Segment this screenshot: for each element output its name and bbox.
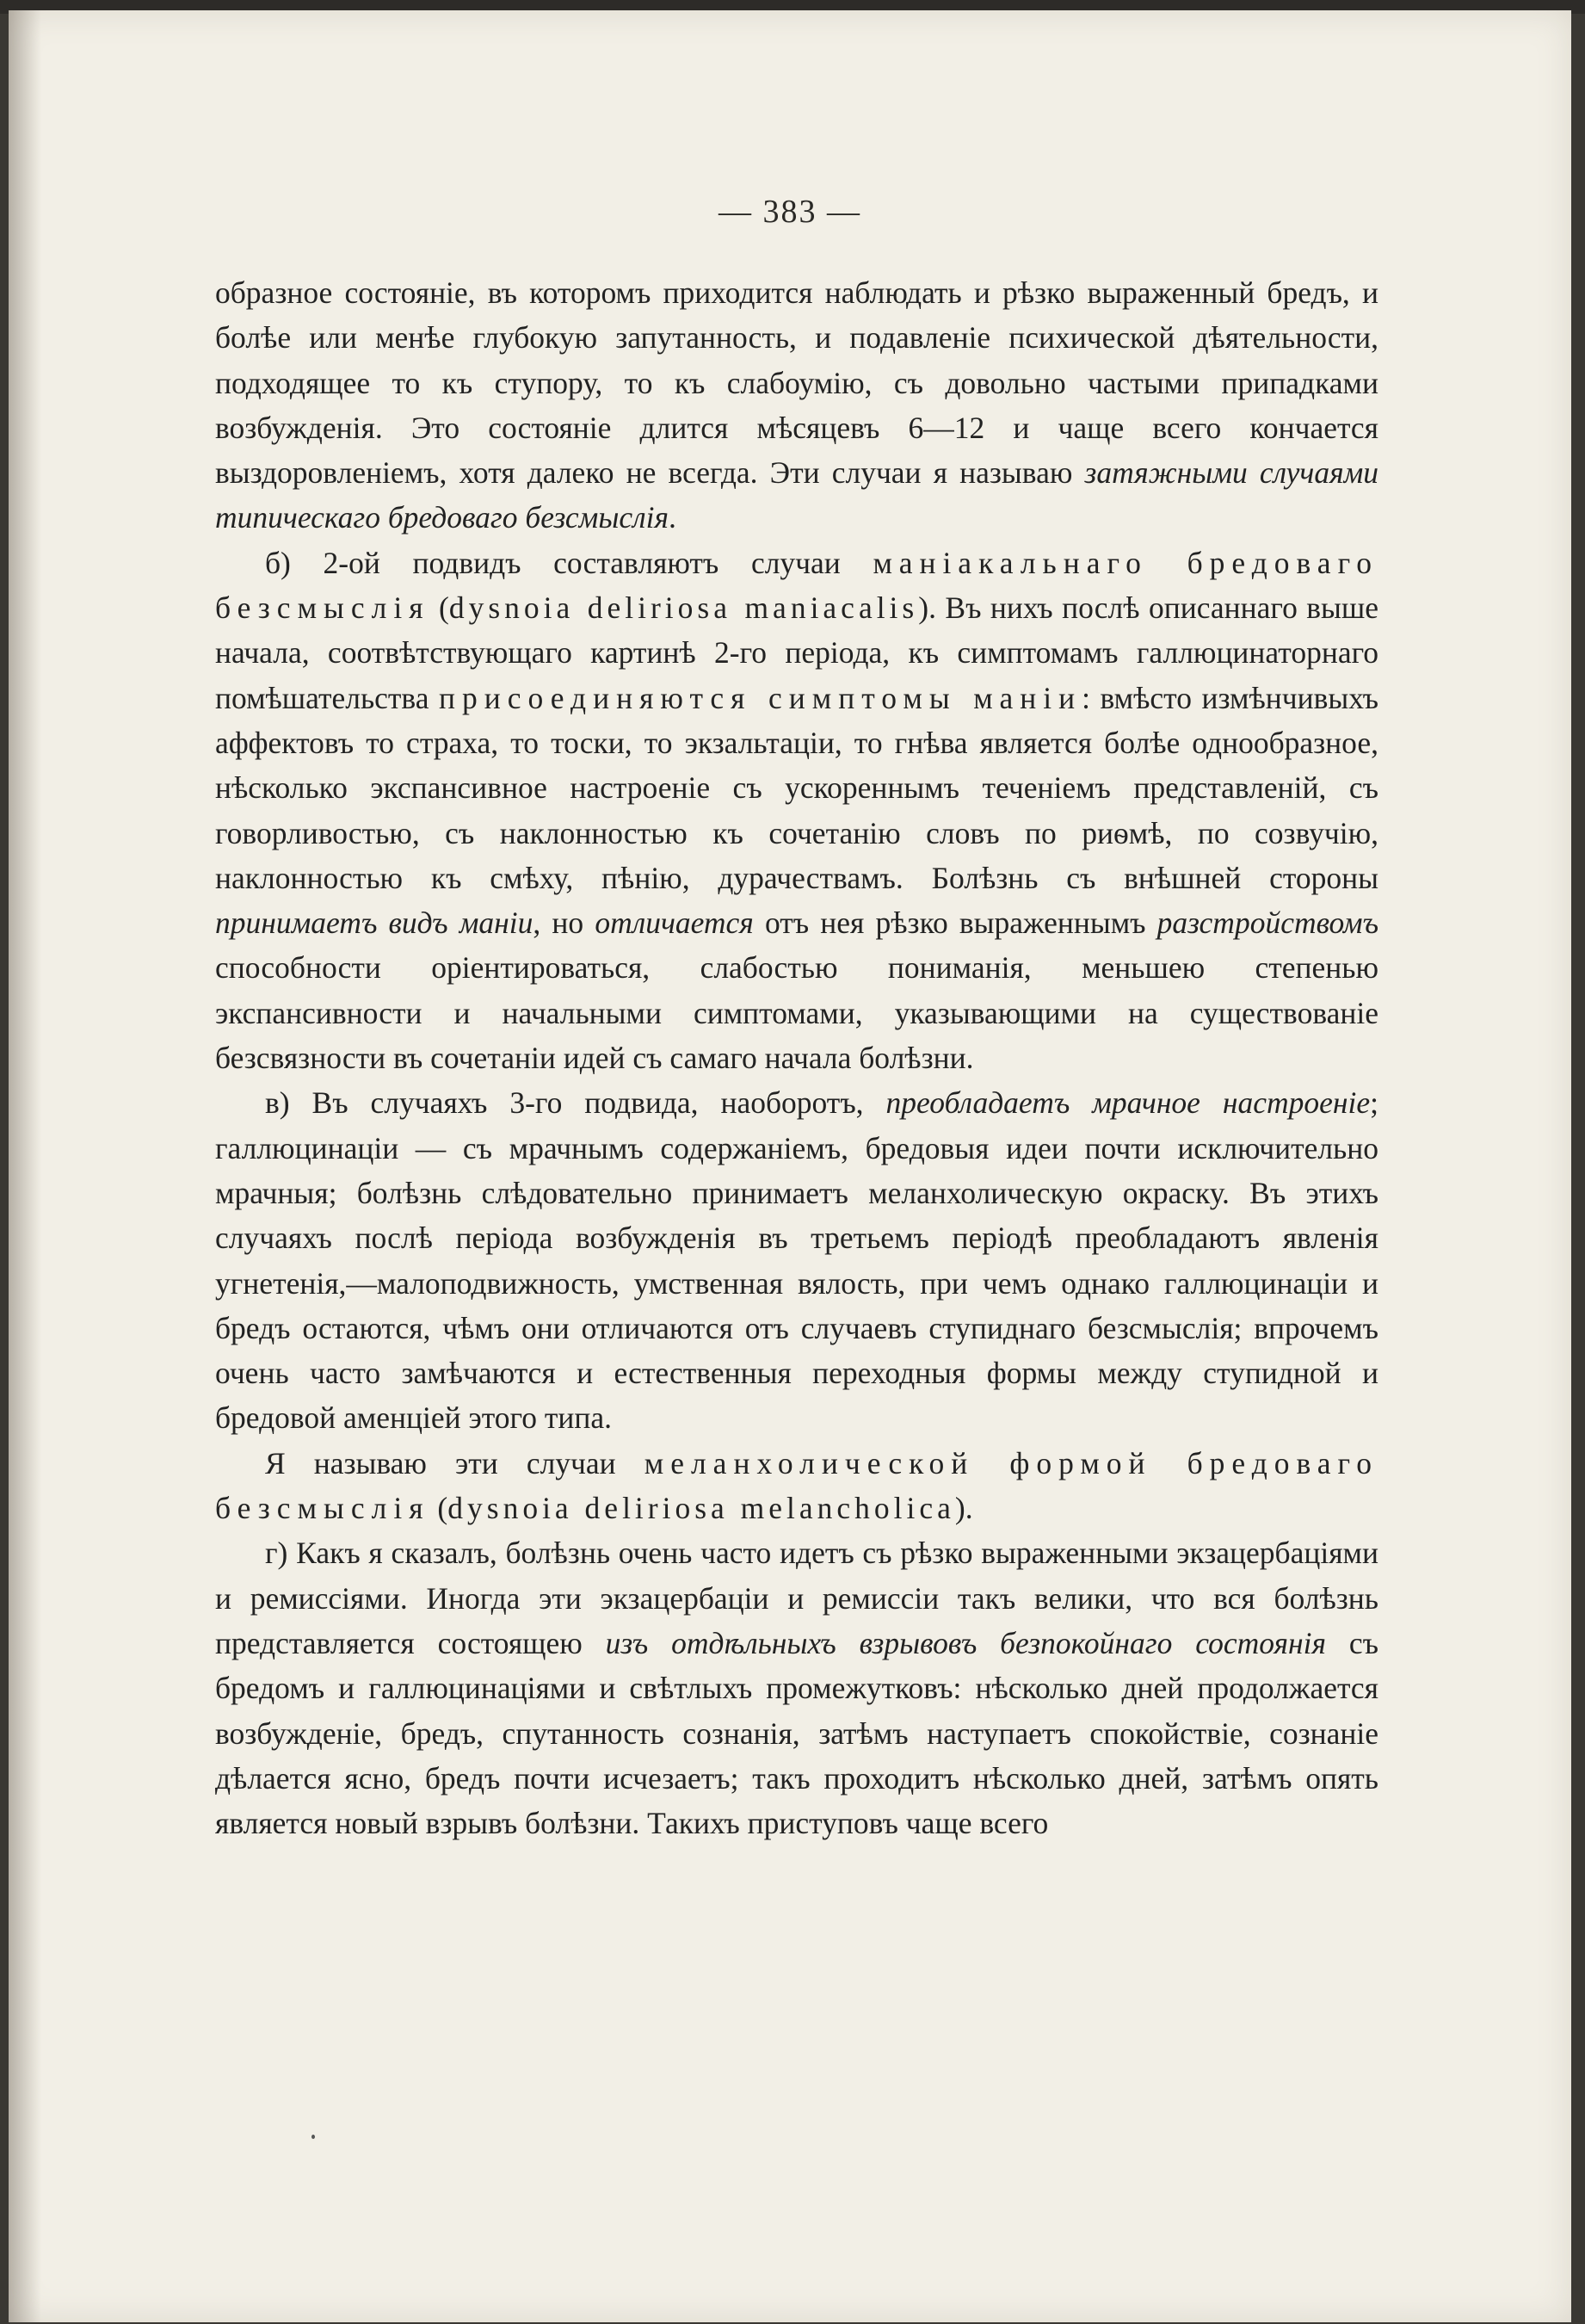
italic-phrase: отличается (595, 905, 754, 941)
text-run: , но (533, 905, 595, 941)
paragraph (215, 541, 1378, 1081)
text-run: съ бредомъ и галлюцинаціями и свѣтлыхъ промежутковъ: нѣсколько дней продолжается возбужденіе, бредъ, спутанность сознанія, затѣмъ наступаетъ спокойствіе, сознаніе дѣлается ясно, бредъ почти исчезаетъ; такъ проходитъ нѣсколько дней, затѣмъ опять является новый взрывъ болѣзни. Такихъ приступовъ чаще всего (215, 1625, 1378, 1841)
italic-phrase: разстройствомъ (1156, 905, 1379, 941)
text-run: ; галлюцинаціи — съ мрачнымъ содержаніемъ, бредовыя идеи почти исключительно мрачныя; болѣзнь слѣдовательно принимаетъ меланхолическую окраску. Въ этихъ случаяхъ послѣ періода возбужденія въ третьемъ періодѣ преобладаютъ явленія угнетенія,—малоподвижность, умственная вялость, при чемъ однако галлюцинаціи и бредъ остаются, чѣмъ они отличаются отъ случаевъ ступиднаго безсмыслія; впрочемъ очень часто замѣчаются и естественныя переходныя формы между ступидной и бредовой аменціей этого типа. (215, 1085, 1378, 1436)
spaced-term: меланхолической формой бредоваго безсмыслія (215, 1445, 1378, 1526)
text-run: в) Въ случаяхъ 3-го подвида, наоборотъ, (265, 1085, 886, 1121)
paragraph (215, 1530, 1378, 1845)
paragraph (215, 270, 1378, 541)
text-run: способности оріентироваться, слабостью пониманія, меньшею степенью экспансивности и начальными симптомами, указывающими на существованіе безсвязности въ сочетаніи идей съ самаго начала болѣзни. (215, 950, 1378, 1076)
italic-phrase: изъ отдѣльныхъ взрывовъ безпокойнаго состоянія (605, 1625, 1326, 1660)
text-run: отъ нея рѣзко выраженнымъ (753, 905, 1157, 941)
spaced-term: присоединяются симптомы маніи (439, 680, 1082, 715)
text-run: ). (954, 1491, 973, 1526)
text-run: г) Какъ я сказалъ, болѣзнь очень часто идетъ съ рѣзко выраженными экзацербаціями и ремиссіями. Иногда эти экзацербаціи и ремиссіи такъ велики, что вся болѣзнь представляется состоящею (215, 1536, 1378, 1660)
text-run: образное состояніе, въ которомъ приходится наблюдать и рѣзко выраженный бредъ, и болѣе или менѣе глубокую запутанность, и подавленіе психической дѣятельности, подходящее то къ ступору, то къ слабоумію, съ довольно частыми припадками возбужденія. Это состояніе длится мѣсяцевъ 6—12 и чаще всего кончается выздоровленіемъ, хотя далеко не всегда. Эти случаи я называю (215, 275, 1378, 491)
binding-shadow (9, 10, 41, 2322)
text-run: ( (429, 590, 449, 626)
text-run: . (668, 500, 676, 535)
body-text (215, 270, 1378, 1845)
text-run: Я называю эти случаи (265, 1445, 644, 1480)
paragraph (215, 1441, 1378, 1531)
text-run: : вмѣсто измѣнчивыхъ аффектовъ то страха, то тоски, то экзальтаціи, то гнѣва является болѣе однообразное, нѣсколько экспансивное настроеніе съ ускореннымъ теченіемъ представленій, съ говорливостью, съ наклонностью къ сочетанію словъ по риѳмѣ, по созвучію, наклонностью къ смѣху, пѣнію, дурачествамъ. Болѣзнь съ внѣшней стороны (215, 680, 1378, 895)
latin-term: dysnoia deliriosa maniacalis (448, 590, 919, 626)
text-run: ). Въ нихъ послѣ описаннаго выше начала, соотвѣтствующаго картинѣ 2-го періода, къ симптомамъ галлюцинаторнаго помѣшательства (215, 590, 1379, 715)
page-number: — 383 — (718, 194, 861, 230)
paragraph (215, 1080, 1378, 1440)
italic-phrase: принимаетъ видъ маніи (215, 905, 533, 941)
ink-speck (311, 2135, 315, 2139)
italic-phrase: затяжными случаями типическаго бредоваго безсмыслія (215, 455, 1378, 535)
latin-term: dysnoia deliriosa melancholica (447, 1491, 955, 1526)
spaced-term: маніакальнаго бредоваго безсмыслія (215, 545, 1378, 626)
book-page (9, 10, 1571, 2322)
italic-phrase: преобладаетъ мрачное настроеніе (885, 1085, 1371, 1121)
text-run: б) 2-ой подвидъ составляютъ случаи (265, 545, 873, 580)
text-run: ( (429, 1491, 448, 1526)
